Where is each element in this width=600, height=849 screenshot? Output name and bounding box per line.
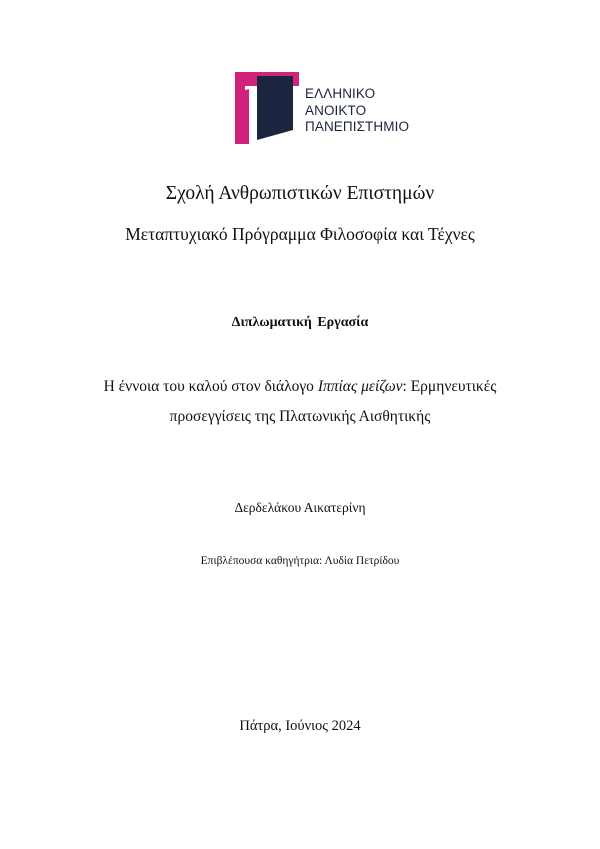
- thesis-title-dialogue: Ιππίας μείζων: [317, 378, 403, 395]
- supervisor-line: Επιβλέπουσα καθηγήτρια: Λυδία Πετρίδου: [200, 555, 400, 567]
- university-logo-mark: [233, 70, 301, 146]
- thesis-type-heading: Διπλωματική Εργασία: [231, 315, 369, 330]
- logo-text-line-2: ΑΝΟΙΚΤΟ: [305, 102, 367, 118]
- place-and-date: Πάτρα, Ιούνιος 2024: [239, 718, 361, 734]
- university-logo-text: [305, 86, 409, 136]
- thesis-title-line-2: προσεγγίσεις της Πλατωνικής Αισθητικής: [169, 408, 431, 425]
- logo-text-line-3: ΠΑΝΕΠΙΣΤΗΜΙΟ: [305, 119, 410, 134]
- author-name: Δερδελάκου Αικατερίνη: [234, 500, 366, 515]
- university-logo: [233, 70, 423, 146]
- school-name: Σχολή Ανθρωπιστικών Επιστημών: [165, 183, 435, 204]
- logo-text-line-1: ΕΛΛΗΝΙΚΟ: [305, 86, 376, 101]
- thesis-title-part-after: : Ερμηνευτικές: [402, 378, 497, 395]
- programme-name: Μεταπτυχιακό Πρόγραμμα Φιλοσοφία και Τέχνες: [125, 224, 475, 244]
- thesis-title-part-before: Η έννοια του καλού στον διάλογο: [103, 378, 318, 395]
- thesis-title-line-1: [0, 378, 600, 396]
